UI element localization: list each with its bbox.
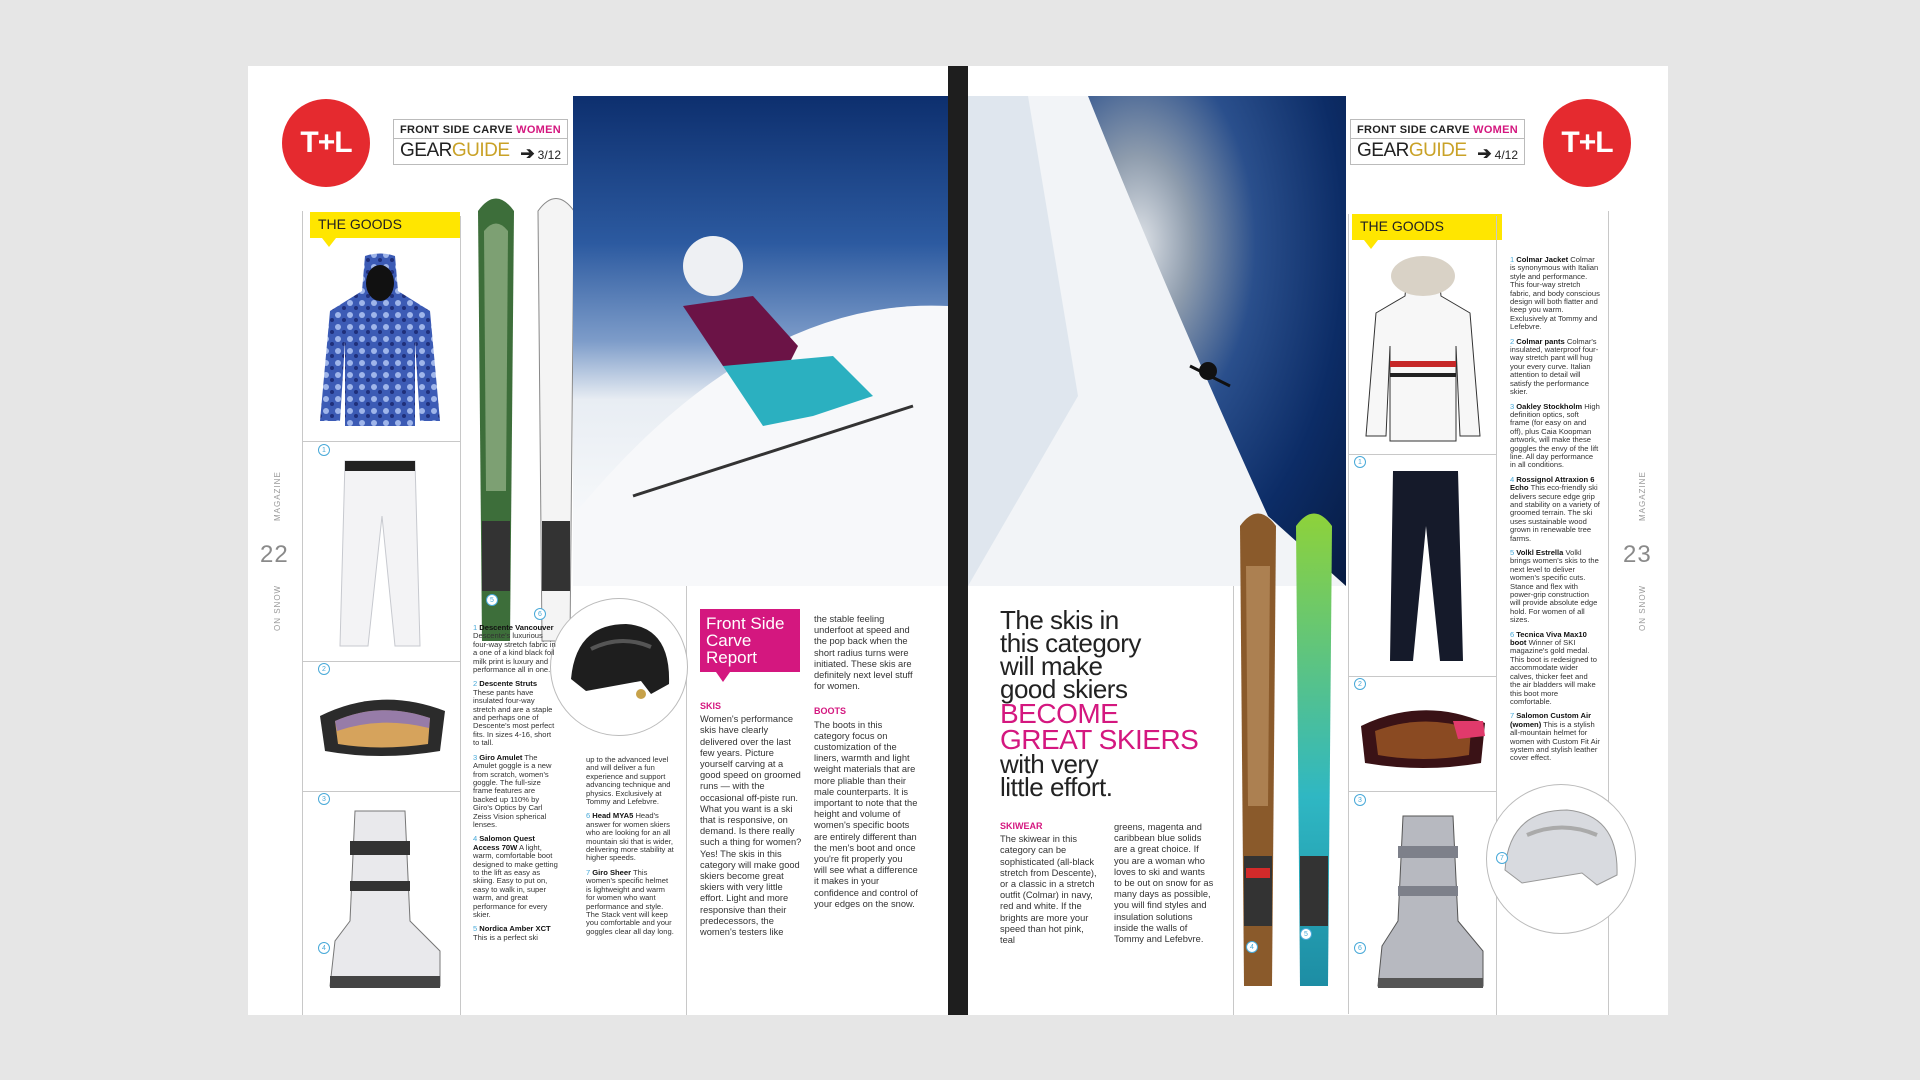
arrow-right-icon: ➔ [1477,144,1492,163]
report-title-box [700,609,800,672]
captions-col-1 [473,624,558,948]
caption-item [1510,256,1600,332]
caption-item [473,754,558,830]
jacket-image [310,251,450,431]
caption-product: Colmar pants [1516,336,1565,346]
page-number: 22 [260,541,289,568]
page-number: 23 [1623,541,1652,568]
boots-heading: BOOTS [814,706,847,717]
caption-text: Winner of SKI magazine's gold medal. This boot is redesigned to accommodate wider calves, thicker feet and the air bladders will make this boot more comfortable. [1510,638,1597,706]
the-goods-label [310,212,460,238]
marker-3: 3 [318,793,330,805]
gear-guide-header [393,119,568,165]
caption-item [586,869,674,936]
caption-product: Oakley Stockholm [1516,401,1583,411]
caption-product: Nordica Amber XCT [479,924,551,934]
caption-number: 2 [1510,336,1515,346]
quote-line: this category [1000,628,1141,658]
header-page-indicator [520,144,561,164]
colmar-pants-image [1368,466,1483,666]
caption-product: Giro Amulet [479,752,523,762]
caption-item [1510,712,1600,762]
caption-number: 7 [1510,711,1515,721]
skis-article [700,701,804,938]
caption-text: up to the advanced level and will deliver a fun experience and support advancing technique and physics. Exclusively at Tommy and Lefebvre. [586,755,671,807]
caption-text: This eco-friendly ski delivers secure edge grip and stability on a variety of groomed terrain. The ski uses sustainable wood grown in renewable tree farms. [1510,483,1600,543]
header-divider [394,138,567,139]
caption-product: Descente Struts [479,679,538,689]
marker-6: 6 [534,608,546,620]
kicker-front-side: FRONT SIDE CARVE [400,124,513,136]
marker-2: 2 [318,663,330,675]
caption-number: 1 [1510,255,1515,264]
giro-helmet-image [551,599,687,735]
row-rule-2 [1348,676,1496,677]
caption-number: 5 [1510,548,1515,557]
nordica-ski-image [470,191,522,646]
caption-product: Giro Sheer [592,867,632,877]
caption-number: 6 [1510,629,1515,639]
gear-guide-header [1350,119,1525,165]
side-label-magazine: MAGAZINE [1638,471,1647,521]
row-rule-2 [302,661,460,662]
header-kicker [1357,124,1518,136]
caption-text: The Amulet goggle is a new from scratch, women's goggle. The full-size frame features are backed up 110% by Giro's Optics by Carl Zeiss Vision spherical lenses. [473,752,552,829]
side-label-on-snow: ON SNOW [273,584,282,631]
quote-line: good skiers [1000,674,1128,704]
col-rule [1233,586,1234,1015]
boots-text: The boots in this category focus on customization of the liners, warmth and light weight materials that are more pliable than their male counterparts. It is important to note that the height and volume of women's specific boots are entirely different than the men's boot and once you're fit properly you will see what a difference it makes in your confidence and control of your edges on the snow. [814,719,918,909]
marker-1: 1 [318,444,330,456]
caption-item [1510,476,1600,543]
logo-text: T+L [1561,126,1613,159]
marker-7: 7 [1496,852,1508,864]
skiwear-article-col2 [1114,822,1214,945]
caption-item [1510,549,1600,625]
marker-2: 2 [1354,678,1366,690]
row-rule-1 [302,441,460,442]
oakley-goggles-image [1353,691,1493,786]
caption-number: 6 [586,811,591,821]
pants-image [320,456,440,656]
tl-logo [282,99,370,187]
boot-image [320,801,445,1001]
caption-item [586,812,674,862]
header-title [400,140,510,162]
colmar-jacket-image [1358,251,1488,446]
helmet-circle [550,598,688,736]
kicker-women: WOMEN [1473,124,1519,136]
quote-line: The skis in [1000,605,1119,635]
caption-text: Descente's luxurious four-way stretch fabric in a one of a kind black foil milk print is luxury and performance all in one. [473,631,556,675]
helmet-circle [1486,784,1636,934]
caption-text: These pants have insulated four-way stretch and are a staple and perhaps one of Descente's most perfect fits. In sizes 4-16, short to tall. [473,687,555,748]
volkl-ski-image [1288,506,1340,991]
col3-text: the stable feeling underfoot at speed and the pop back when the short radius turns were initiated. These skis are definitely next level stuff for women. [814,614,913,692]
caption-product: Descente Vancouver [479,623,554,632]
goods-text: THE GOODS [1360,218,1445,234]
tl-logo [1543,99,1631,187]
caption-text: Volkl brings women's skis to the next level to deliver women's specific cuts. Stance and flex with power-grip construction will provide absolute edge hold. For women of all sizes. [1510,548,1599,625]
side-label-magazine: MAGAZINE [273,471,282,521]
caption-item [473,925,558,942]
pull-quote [1000,605,1220,802]
caption-text: Colmar is synonymous with Italian style and performance. This four-way stretch fabric, and body conscious design will both flatter and keep you warm. Exclusively at Tommy and Lefebvre. [1510,255,1600,332]
captions-col-2 [586,756,674,942]
caption-item [473,624,558,674]
header-page-indicator [1477,144,1518,164]
mid-rule [460,216,461,1015]
caption-number: 1 [473,623,478,632]
caption-number: 4 [473,834,478,844]
caption-product: Volkl Estrella [1516,548,1564,557]
skis-text: Women's performance skis have clearly delivered over the last few years. Picture yourself carving at a good speed on groomed runs — with the occasional off-piste run. What you want is a ski that is responsive, on demand. Is there really such a thing for women? Yes! The skis in this category will make good skiers become great skiers with very little effort. Light and more responsive than their predecessors, the women's testers like [700,714,802,938]
title-guide: GUIDE [451,140,510,161]
caption-text: This is a perfect ski [473,932,538,942]
caption-item [473,835,558,919]
caption-item [1510,338,1600,397]
page-indicator-text: 3/12 [537,148,561,162]
rossignol-ski-image [1232,506,1284,991]
header-title [1357,140,1467,162]
caption-product: Tecnica Viva Max10 boot [1510,629,1587,648]
marker-5: 5 [1300,928,1312,940]
caption-product: Salomon Quest Access 70W [473,834,535,852]
skier-photo [573,96,948,586]
row-rule-3 [1348,791,1496,792]
title-guide: GUIDE [1408,140,1467,161]
caption-item [1510,631,1600,707]
caption-number: 3 [473,752,478,762]
goods-text: THE GOODS [318,216,403,232]
skiwear-text-2: greens, magenta and caribbean blue solids are a great choice. If you are a woman who loves to ski and wants to be out on snow for as many days as possible, you will find styles and insulation solutions inside the walls of Tommy and Lefebvre. [1114,822,1214,945]
tecnica-boot-image [1368,806,1488,1001]
salomon-helmet-image [1487,785,1635,933]
right-page [968,66,1668,1015]
side-label-on-snow: ON SNOW [1638,584,1647,631]
caption-product: Salomon Custom Air (women) [1510,711,1592,729]
caption-item [1510,403,1600,470]
marker-4: 4 [318,942,330,954]
page-indicator-text: 4/12 [1494,148,1518,162]
kicker-front-side: FRONT SIDE CARVE [1357,124,1470,136]
caption-text: High definition optics, soft frame (for easy on and off), plus Caia Koopman artwork, will make these goggles the envy of the lift line. All day performance in all conditions. [1510,401,1600,470]
quote-line: with very [1000,749,1099,779]
report-title: Front Side Carve Report [706,614,785,667]
caption-number: 2 [473,679,478,689]
marker-5: 5 [486,594,498,606]
row-rule-1 [1348,454,1496,455]
logo-text: T+L [300,126,352,159]
caption-text: Head's answer for women skiers who are looking for an all mountain ski that is wider, delivering more stability at higher speeds. [586,811,674,863]
caption-number: 4 [1510,474,1515,484]
header-divider [1351,138,1524,139]
left-rule [302,211,303,1015]
caption-number: 7 [586,867,591,877]
captions-right [1510,256,1600,769]
caption-item [473,680,558,747]
quote-highlight: GREAT SKIERS [1000,724,1199,755]
skiwear-text: The skiwear in this category can be sophisticated (all-black stretch from Descente), or a classic in a stretch outfit (Colmar) in navy, red and white. If the brights are more your speed than hot pink, teal [1000,834,1097,946]
caption-text: This women's specific helmet is lightweight and warm for women who want performance and style. The Stack vent will keep you comfortable and your goggles clear all day long. [586,867,674,936]
skiwear-heading: SKIWEAR [1000,821,1043,831]
caption-text: Colmar's insulated, waterproof four-way stretch pant will hug your every curve. Italian attention to detail will satisfy the performance skier. [1510,336,1599,397]
skis-heading: SKIS [700,701,722,711]
marker-6: 6 [1354,942,1366,954]
marker-4: 4 [1246,941,1258,953]
header-kicker [400,124,561,136]
skier-figure [573,96,948,586]
the-goods-label [1352,214,1502,240]
caption-item [586,756,674,806]
left-page [248,66,948,1015]
quote-line: little effort. [1000,772,1113,802]
row-rule-3 [302,791,460,792]
right-items-rule [1348,214,1349,1014]
kicker-women: WOMEN [516,124,562,136]
caption-text: This is a stylish all-mountain helmet for women with Custom Fit Air system and stylish leather cover effect. [1510,719,1600,763]
marker-3: 3 [1354,794,1366,806]
caption-text: A light, warm, comfortable boot designed to make getting to the lift as easy as skiing. Easy to put on, easy to walk in, super warm, and great performance for every skier. [473,842,558,919]
caption-number: 5 [473,924,478,934]
caption-product: Colmar Jacket [1516,255,1569,264]
spread-gutter [948,66,968,1015]
caption-product: Head MYA5 [592,811,634,821]
title-gear: GEAR [400,140,452,161]
quote-highlight: BECOME [1000,698,1119,729]
skiwear-article [1000,821,1098,946]
marker-1: 1 [1354,456,1366,468]
arrow-right-icon: ➔ [520,144,535,163]
caption-product: Rossignol Attraxion 6 Echo [1510,474,1595,493]
caption-number: 3 [1510,401,1515,411]
goggles-image [310,676,455,776]
article-col-3 [814,614,918,910]
quote-line: will make [1000,651,1103,681]
title-gear: GEAR [1357,140,1409,161]
